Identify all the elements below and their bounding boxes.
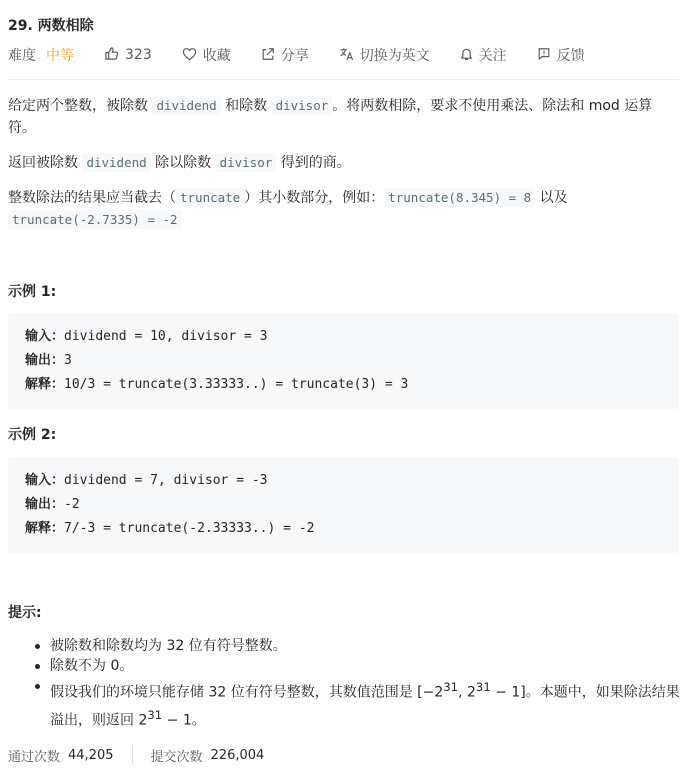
hint-text: , 2 (458, 684, 476, 701)
description-paragraph-3 (8, 187, 680, 231)
example-1-block (8, 313, 679, 409)
input-value: dividend = 7, divisor = -3 (64, 473, 268, 488)
description-text: 给定两个整数，被除数 (8, 98, 153, 114)
like-count: 323 (125, 47, 152, 63)
hint-item (8, 656, 680, 676)
inline-code: truncate (176, 188, 244, 207)
description-text: 以及 (535, 190, 568, 206)
explanation-label: 解释： (25, 377, 65, 392)
description-text: 整数除法的结果应当截去（ (8, 190, 176, 206)
hint-text: − 1]。本题中，如果除法结果溢出，则返回 2 (50, 684, 680, 729)
output-value: 3 (64, 353, 72, 368)
explanation-value: 7/-3 = truncate(-2.33333..) = -2 (64, 521, 315, 536)
favorite-button[interactable] (182, 45, 231, 65)
thumbs-up-icon (104, 46, 119, 64)
description-text: 。将两数相除，要求不使用乘法、除法和 mod 运算符。 (8, 98, 653, 136)
description-text: 返回被除数 (8, 155, 83, 171)
difficulty-label: 难度 (8, 48, 36, 64)
share-label: 分享 (280, 48, 309, 64)
example-input-line (25, 469, 662, 493)
example-output-line (25, 349, 662, 373)
problem-title: 29. 两数相除 (8, 18, 94, 34)
inline-code: truncate(8.345) = 8 (384, 188, 535, 207)
translate-icon (339, 47, 354, 64)
submitted-label: 提交次数 (150, 749, 203, 765)
description-text: ）其小数部分，例如： (244, 190, 385, 206)
description-text: 和除数 (220, 98, 272, 114)
hint-text: − 1。 (162, 712, 206, 729)
output-label: 输出： (25, 353, 65, 368)
favorite-label: 收藏 (202, 48, 231, 64)
output-value: -2 (64, 497, 80, 512)
like-button[interactable] (104, 46, 152, 64)
example-2-block (8, 457, 679, 553)
inline-code: dividend (152, 96, 220, 115)
hint-item (8, 676, 680, 731)
explanation-label: 解释： (25, 521, 65, 536)
inline-code: divisor (216, 153, 277, 172)
example-2-heading: 示例 2: (8, 427, 57, 443)
description-text: 除以除数 (150, 155, 216, 171)
hint-exponent: 31 (443, 680, 459, 694)
example-explanation-line (25, 373, 662, 397)
feedback-button[interactable] (537, 45, 585, 65)
output-label: 输出： (25, 497, 65, 512)
translate-label: 切换为英文 (359, 48, 430, 64)
description-paragraph-1 (8, 95, 680, 139)
translate-button[interactable] (339, 45, 430, 65)
description-text: 得到的商。 (276, 155, 351, 171)
stats-divider (132, 745, 133, 765)
hint-exponent: 31 (147, 707, 163, 722)
example-output-line (25, 493, 662, 517)
follow-label: 关注 (478, 48, 507, 64)
input-label: 输入： (25, 473, 65, 488)
problem-meta-bar (8, 44, 680, 66)
description-paragraph-2 (8, 152, 680, 174)
hint-text: 被除数和除数均为 32 位有符号整数。 (50, 638, 287, 654)
accepted-label: 通过次数 (8, 749, 61, 765)
hint-text: 假设我们的环境只能存储 32 位有符号整数，其数值范围是 [−2 (50, 684, 444, 701)
submitted-count: 226,004 (210, 747, 265, 763)
hint-text: 除数不为 0。 (50, 658, 134, 674)
input-label: 输入： (25, 329, 65, 344)
example-explanation-line (25, 517, 662, 541)
inline-code: divisor (272, 96, 333, 115)
submission-stats (8, 745, 264, 765)
hints-list (8, 636, 680, 731)
flag-icon (537, 47, 551, 64)
follow-button[interactable] (460, 45, 507, 65)
feedback-label: 反馈 (556, 48, 585, 64)
hint-exponent: 31 (475, 680, 491, 694)
difficulty-value: 中等 (46, 48, 74, 64)
heart-icon (182, 47, 197, 64)
accepted-count: 44,205 (68, 747, 114, 763)
header-divider (8, 79, 679, 80)
inline-code: dividend (82, 153, 150, 172)
share-button[interactable] (261, 45, 309, 65)
hints-heading: 提示: (8, 605, 42, 621)
difficulty (8, 45, 74, 65)
hint-item (8, 636, 680, 656)
explanation-value: 10/3 = truncate(3.33333..) = truncate(3) = 3 (64, 377, 409, 392)
bell-icon (460, 47, 473, 64)
input-value: dividend = 10, divisor = 3 (64, 329, 268, 344)
example-1-heading: 示例 1: (8, 284, 57, 300)
example-input-line (25, 325, 662, 349)
share-icon (261, 47, 275, 64)
inline-code: truncate(-2.7335) = -2 (8, 210, 182, 229)
